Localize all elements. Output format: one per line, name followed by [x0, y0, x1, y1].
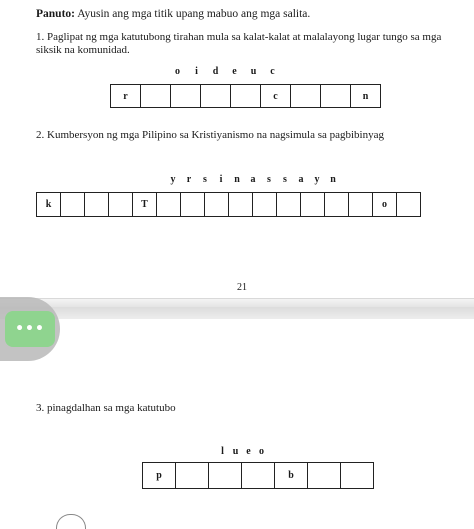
answer-box[interactable]: b — [274, 462, 308, 489]
answer-box[interactable] — [320, 84, 351, 108]
answer-box[interactable] — [230, 84, 261, 108]
instructions-text: Ayusin ang mga titik upang mabuo ang mga salita. — [77, 8, 311, 20]
scrambled-letter: u — [232, 446, 239, 457]
scrambled-letter: o — [175, 66, 180, 77]
question-1-text: 1. Paglipat ng mga katutubong tirahan mula sa kalat-kalat at malalayong lugar tungo sa mga siksik na komunidad. — [36, 31, 442, 56]
scrambled-letter: s — [203, 174, 207, 185]
scrambled-letter: u — [250, 66, 257, 77]
answer-box[interactable] — [170, 84, 201, 108]
answer-box[interactable] — [307, 462, 341, 489]
answer-box[interactable] — [175, 462, 209, 489]
scrambled-letter: s — [283, 174, 287, 185]
scrambled-letter: o — [259, 446, 264, 457]
answer-box[interactable] — [140, 84, 171, 108]
scrambled-letter: y — [170, 174, 176, 185]
question-3-text: 3. pinagdalhan sa mga katutubo — [36, 402, 176, 414]
answer-box[interactable]: o — [372, 192, 397, 217]
chat-bubble-button[interactable]: ••• — [5, 311, 55, 347]
scrambled-letter: l — [221, 446, 224, 457]
answer-box[interactable]: p — [142, 462, 176, 489]
question-3-scrambled-letters — [216, 446, 268, 457]
question-2-text: 2. Kumbersyon ng mga Pilipino sa Kristiyanismo na nagsimula sa pagbibinyag — [36, 129, 384, 141]
answer-box[interactable]: n — [350, 84, 381, 108]
scrambled-letter: e — [246, 446, 251, 457]
scrambled-letter: a — [250, 174, 256, 185]
answer-box[interactable] — [300, 192, 325, 217]
instructions-label: Panuto: — [36, 8, 75, 20]
instructions — [36, 8, 310, 20]
question-1-scrambled-letters — [168, 66, 282, 77]
scrambled-letter: i — [195, 66, 198, 77]
answer-box[interactable] — [396, 192, 421, 217]
scrambled-letter: n — [234, 174, 240, 185]
question-2-scrambled-letters — [165, 174, 341, 185]
answer-box[interactable] — [180, 192, 205, 217]
answer-box[interactable] — [252, 192, 277, 217]
question-3-answer-boxes — [142, 462, 374, 489]
scrambled-letter: c — [270, 66, 275, 77]
scrambled-letter: i — [219, 174, 223, 185]
page-gap-band — [0, 307, 474, 319]
answer-box[interactable] — [228, 192, 253, 217]
partial-arc-mark — [56, 514, 86, 529]
answer-box[interactable] — [204, 192, 229, 217]
question-1-answer-boxes — [110, 84, 381, 108]
answer-box[interactable]: k — [36, 192, 61, 217]
answer-box[interactable] — [156, 192, 181, 217]
answer-box[interactable] — [60, 192, 85, 217]
answer-box[interactable] — [324, 192, 349, 217]
answer-box[interactable] — [200, 84, 231, 108]
scrambled-letter: r — [186, 174, 192, 185]
answer-box[interactable] — [290, 84, 321, 108]
scrambled-letter: d — [212, 66, 219, 77]
question-2-answer-boxes — [36, 192, 421, 217]
answer-box[interactable] — [108, 192, 133, 217]
scrambled-letter: a — [298, 174, 304, 185]
page-number: 21 — [237, 282, 247, 293]
answer-box[interactable]: c — [260, 84, 291, 108]
scrambled-letter: s — [267, 174, 271, 185]
scrambled-letter: y — [314, 174, 320, 185]
answer-box[interactable] — [84, 192, 109, 217]
answer-box[interactable] — [276, 192, 301, 217]
answer-box[interactable]: T — [132, 192, 157, 217]
answer-box[interactable] — [340, 462, 374, 489]
scrambled-letter: e — [232, 66, 237, 77]
answer-box[interactable] — [241, 462, 275, 489]
scrambled-letter: n — [330, 174, 336, 185]
answer-box[interactable]: r — [110, 84, 141, 108]
answer-box[interactable] — [208, 462, 242, 489]
answer-box[interactable] — [348, 192, 373, 217]
